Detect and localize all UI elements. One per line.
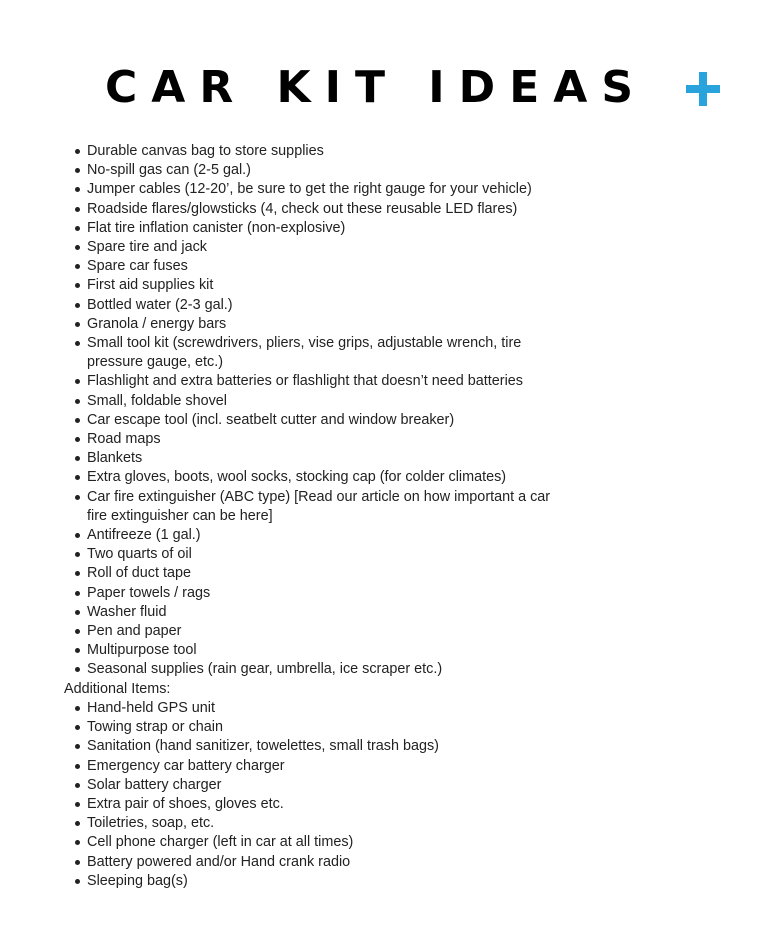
list-item: Bottled water (2-3 gal.) <box>87 296 564 315</box>
list-item: Pen and paper <box>87 622 564 641</box>
main-supplies-list <box>64 142 564 680</box>
checklist-content <box>64 142 564 891</box>
additional-list-item: Emergency car battery charger <box>87 757 564 776</box>
page-title: CAR KIT IDEAS <box>104 62 648 113</box>
additional-list-item: Hand-held GPS unit <box>87 699 564 718</box>
list-item: Granola / energy bars <box>87 315 564 334</box>
list-item: Small tool kit (screwdrivers, pliers, vise grips, adjustable wrench, tire pressure gauge, etc.) <box>87 334 564 372</box>
list-item: Roadside flares/glowsticks (4, check out these reusable LED flares) <box>87 200 564 219</box>
list-item: Small, foldable shovel <box>87 392 564 411</box>
list-item: Paper towels / rags <box>87 584 564 603</box>
plus-icon-vertical-bar <box>699 72 707 106</box>
additional-list-item: Extra pair of shoes, gloves etc. <box>87 795 564 814</box>
list-item: Jumper cables (12-20’, be sure to get the right gauge for your vehicle) <box>87 180 564 199</box>
additional-list-item: Towing strap or chain <box>87 718 564 737</box>
list-item: Blankets <box>87 449 564 468</box>
additional-list-item: Sleeping bag(s) <box>87 872 564 891</box>
list-item: Road maps <box>87 430 564 449</box>
additional-list-item: Sanitation (hand sanitizer, towelettes, small trash bags) <box>87 737 564 756</box>
additional-list-item: Battery powered and/or Hand crank radio <box>87 853 564 872</box>
plus-icon <box>686 72 720 106</box>
list-item: Seasonal supplies (rain gear, umbrella, ice scraper etc.) <box>87 660 564 679</box>
list-item: Multipurpose tool <box>87 641 564 660</box>
list-item: Spare tire and jack <box>87 238 564 257</box>
list-item: Washer fluid <box>87 603 564 622</box>
additional-items-list <box>64 699 564 891</box>
list-item: Flashlight and extra batteries or flashlight that doesn’t need batteries <box>87 372 564 391</box>
list-item: Extra gloves, boots, wool socks, stocking cap (for colder climates) <box>87 468 564 487</box>
list-item: First aid supplies kit <box>87 276 564 295</box>
additional-list-item: Toiletries, soap, etc. <box>87 814 564 833</box>
list-item: Durable canvas bag to store supplies <box>87 142 564 161</box>
list-item: Flat tire inflation canister (non-explosive) <box>87 219 564 238</box>
list-item: No-spill gas can (2-5 gal.) <box>87 161 564 180</box>
list-item: Car escape tool (incl. seatbelt cutter and window breaker) <box>87 411 564 430</box>
list-item: Car fire extinguisher (ABC type) [Read our article on how important a car fire extinguisher can be here] <box>87 488 564 526</box>
additional-list-item: Cell phone charger (left in car at all times) <box>87 833 564 852</box>
list-item: Antifreeze (1 gal.) <box>87 526 564 545</box>
list-item: Two quarts of oil <box>87 545 564 564</box>
additional-list-item: Solar battery charger <box>87 776 564 795</box>
additional-items-heading: Additional Items: <box>64 680 171 697</box>
list-item: Spare car fuses <box>87 257 564 276</box>
list-item: Roll of duct tape <box>87 564 564 583</box>
